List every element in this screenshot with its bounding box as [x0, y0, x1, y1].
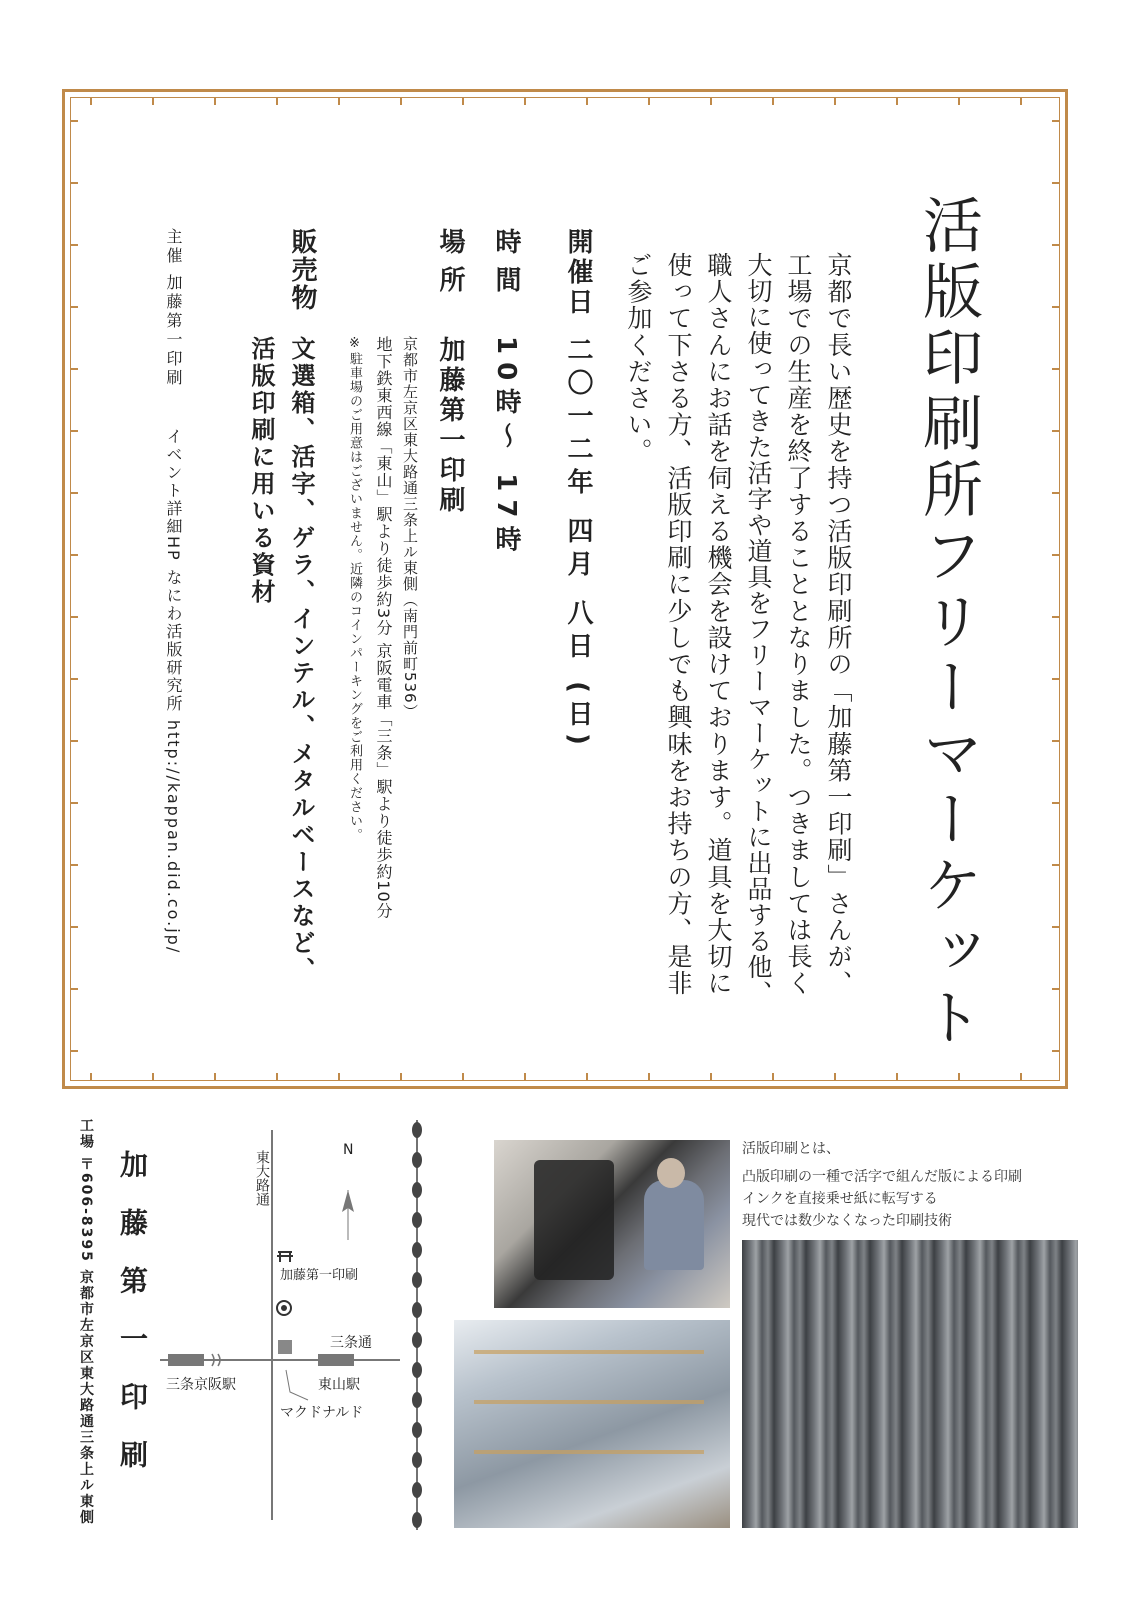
frame-tick [70, 802, 78, 804]
body-line-2: 工場での生産を終了することとなりました。つきましては長く [784, 252, 813, 997]
frame-tick [462, 1073, 464, 1081]
map-north: N [343, 1142, 354, 1158]
place-name: 加藤第一印刷 [435, 336, 465, 516]
frame-tick [1052, 864, 1060, 866]
frame-tick [524, 97, 526, 105]
frame-tick [214, 1073, 216, 1081]
frame-tick [70, 430, 78, 432]
frame-tick [524, 1073, 526, 1081]
body-line-5: 使って下さる方、活版印刷に少しでも興味をお持ちの方、是非 [664, 252, 693, 997]
frame-tick [462, 97, 464, 105]
shop-address: 工場 〒606-8395 京都市左京区東大路通三条上ル東側 [78, 1118, 94, 1526]
frame-tick [70, 616, 78, 618]
frame-tick [1052, 430, 1060, 432]
photo-press-operator [494, 1140, 730, 1308]
place-label: 場所 [435, 228, 465, 304]
frame-tick [772, 97, 774, 105]
frame-tick [70, 492, 78, 494]
frame-tick [1052, 988, 1060, 990]
frame-tick [152, 1073, 154, 1081]
frame-tick [896, 97, 898, 105]
frame-tick [70, 554, 78, 556]
place-address: 京都市左京区東大路通三条上ル東側（南門前町536） [401, 336, 419, 720]
frame-tick [70, 864, 78, 866]
frame-tick [338, 1073, 340, 1081]
frame-tick [648, 97, 650, 105]
frame-tick [710, 1073, 712, 1081]
goods-label: 販売物 [287, 228, 317, 312]
frame-tick [70, 244, 78, 246]
frame-tick [70, 740, 78, 742]
frame-tick [1052, 926, 1060, 928]
map-svg [160, 1130, 400, 1530]
station-sanjo-keihan [168, 1354, 204, 1366]
goods-line-1: 文選箱、活字、ゲラ、インテル、メタルベースなど、 [287, 336, 315, 984]
frame-tick [70, 1050, 78, 1052]
frame-tick [1052, 802, 1060, 804]
shop-name: 加藤第一印刷 [116, 1150, 149, 1498]
time-label: 時間 [491, 228, 521, 304]
frame-tick [958, 97, 960, 105]
frame-tick [772, 1073, 774, 1081]
frame-tick [276, 97, 278, 105]
station-higashiyama [318, 1354, 354, 1366]
frame-tick [1052, 120, 1060, 122]
frame-tick [338, 97, 340, 105]
frame-tick [70, 182, 78, 184]
frame-tick [70, 306, 78, 308]
photo-type-cases [454, 1320, 730, 1528]
map-station-left: 三条京阪駅 [166, 1377, 236, 1393]
frame-tick [648, 1073, 650, 1081]
frame-tick [834, 97, 836, 105]
map-mcdonalds: マクドナルド [280, 1405, 364, 1421]
map-street-horizontal: 三条通 [330, 1335, 372, 1351]
map-street-vertical: 東大路通 [254, 1150, 270, 1206]
frame-tick [958, 1073, 960, 1081]
mcdonalds-leader [286, 1370, 308, 1400]
frame-tick [90, 97, 92, 105]
organizer: 主催 加藤第一印刷 [164, 228, 183, 389]
frame-tick [710, 97, 712, 105]
frame-tick [214, 97, 216, 105]
body-line-4: 職人さんにお話を伺える機会を設けております。道具を大切に [704, 252, 733, 997]
event-hp: イベント詳細HP なにわ活版研究所 http://kappan.did.co.jp/ [164, 428, 183, 955]
map-shop-label: 加藤第一印刷 [280, 1268, 359, 1283]
frame-tick [70, 926, 78, 928]
frame-tick [1052, 182, 1060, 184]
frame-tick [1052, 306, 1060, 308]
frame-tick [400, 97, 402, 105]
frame-tick [70, 678, 78, 680]
frame-tick [1020, 97, 1022, 105]
vine-ornament [404, 1120, 430, 1530]
frame-tick [70, 988, 78, 990]
body-line-6: ご参加ください。 [624, 252, 653, 465]
frame-tick [1052, 678, 1060, 680]
frame-tick [1052, 244, 1060, 246]
time-value: 10時〜 17時 [491, 336, 521, 560]
frame-tick [834, 1073, 836, 1081]
frame-tick [276, 1073, 278, 1081]
frame-tick [1052, 616, 1060, 618]
access-info: 地下鉄東西線「東山」駅より徒歩約3分 京阪電車「三条」駅より徒歩約10分 [374, 336, 393, 920]
frame-tick [1052, 1050, 1060, 1052]
frame-tick [1052, 740, 1060, 742]
caption-line-1: 活版印刷とは、 [742, 1141, 840, 1157]
caption-line-2: 凸版印刷の一種で活字で組んだ版による印刷 [742, 1169, 1022, 1185]
map-station-right: 東山駅 [318, 1377, 360, 1393]
frame-tick [70, 368, 78, 370]
frame-tick [90, 1073, 92, 1081]
poster-title: 活版印刷所フリーマーケット [913, 194, 983, 1052]
frame-tick [1052, 492, 1060, 494]
shop-marker-dot [281, 1305, 287, 1311]
date-label: 開催日 [563, 228, 593, 318]
frame-tick [152, 97, 154, 105]
frame-tick [400, 1073, 402, 1081]
access-map [160, 1130, 400, 1530]
mcdonalds-marker [278, 1340, 292, 1354]
body-line-1: 京都で長い歴史を持つ活版印刷所の「加藤第一印刷」さんが、 [824, 252, 853, 997]
goods-line-2: 活版印刷に用いる資材 [247, 336, 275, 606]
frame-tick [586, 1073, 588, 1081]
parking-note: ※駐車場のご用意はございません。近隣のコインパーキングをご利用ください。 [347, 336, 362, 842]
shrine-icon [277, 1252, 293, 1262]
caption-line-4: 現代では数少なくなった印刷技術 [742, 1213, 952, 1229]
frame-tick [896, 1073, 898, 1081]
caption-line-3: インクを直接乗せ紙に転写する [742, 1191, 938, 1207]
date-value: 二〇一二年 四月 八日 (日) [563, 336, 593, 752]
photo-type-blocks [742, 1240, 1078, 1528]
frame-tick [586, 97, 588, 105]
frame-tick [1052, 368, 1060, 370]
frame-tick [1020, 1073, 1022, 1081]
body-line-3: 大切に使ってきた活字や道具をフリーマーケットに出品する他、 [744, 252, 773, 1006]
frame-tick [70, 120, 78, 122]
frame-tick [1052, 554, 1060, 556]
